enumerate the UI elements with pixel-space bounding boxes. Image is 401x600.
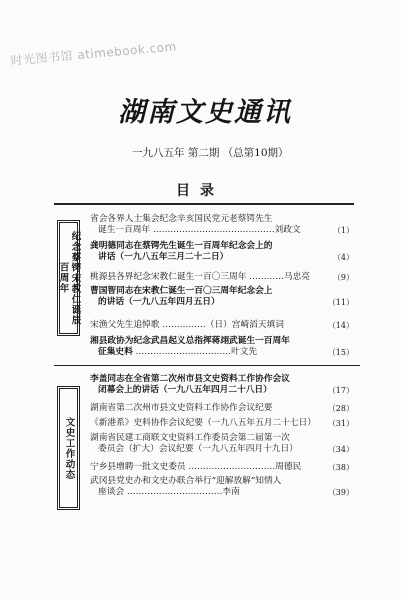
toc-rule: [54, 203, 354, 205]
toc-entry[interactable]: [90, 320, 354, 331]
entry-title-line: 座谈会: [98, 487, 125, 497]
entry-title-line: 讲话（一九八五年三月二十二日）: [98, 252, 229, 262]
entry-page: （14）: [327, 321, 354, 330]
entry-title-line: 湖南省第二次州市县文史资料工作协作会议纪要: [90, 403, 273, 413]
entry-title-line: 武冈县党史办和文史办联合举行“迎解放解”知情人: [90, 476, 282, 486]
entry-author: ……………………………叶文先: [135, 347, 258, 357]
entry-title-line: 《新港系》史料协作会议纪要（一九八五年五月二十七日）: [90, 418, 316, 428]
entry-page: （1）: [332, 226, 354, 235]
section-divider: [54, 365, 360, 366]
entry-page: （4）: [332, 253, 354, 262]
entry-title-line: 桃源县各界纪念宋教仁诞生一百〇三周年: [90, 272, 247, 282]
entry-author: ……………………………………刘政文: [152, 225, 301, 235]
entry-title-line: 闭幕会上的讲话（一九八五年四月二十八日）: [98, 385, 272, 395]
entry-page: （9）: [332, 273, 354, 282]
entry-title-line: 龚明德同志在蔡锷先生诞生一百周年纪念会上的: [90, 241, 273, 251]
entry-page: （39）: [327, 488, 354, 497]
watermark-text: 时光图书馆 atimebook.com: [10, 39, 178, 68]
entry-page: （28）: [327, 404, 354, 413]
toc-heading: 目录: [176, 183, 224, 199]
entry-author: ……………（日）宫崎滔天填词: [162, 320, 284, 330]
entry-page: （17）: [327, 386, 354, 395]
entry-title-line: 宁乡县增聘一批文史委员: [90, 462, 186, 472]
toc-entry[interactable]: [90, 286, 354, 308]
toc-entry[interactable]: [90, 214, 354, 236]
entry-title-line: 征集史料: [98, 347, 133, 357]
toc-entry[interactable]: [90, 374, 354, 396]
entry-title-line: 的讲话（一九八五年四月五日）: [98, 297, 220, 307]
entry-page: （11）: [327, 298, 354, 307]
entry-page: （34）: [327, 445, 354, 454]
entry-page: （38）: [327, 463, 354, 472]
entry-author: ……………………………李南: [126, 487, 240, 497]
entry-title-line: 曹国智同志在宋教仁诞生一百〇三周年纪念会上: [90, 286, 273, 296]
toc-entry[interactable]: [90, 462, 354, 473]
section-label-news: 文史工作动态: [59, 388, 78, 508]
entry-author: …………………………周德民: [188, 462, 302, 472]
entry-title-line: 李盖同志在全省第二次州市县文史资料工作协作会议: [90, 374, 290, 384]
section-label-commemoration: 纪念蔡锷宋教仁诞辰百周年: [59, 222, 78, 334]
toc-entry[interactable]: [90, 336, 354, 358]
entry-title-line: 宋渔父先生追悼歌: [90, 320, 160, 330]
toc-entry[interactable]: [90, 418, 354, 429]
journal-title: 湖南文史通讯: [118, 97, 292, 128]
toc-entry[interactable]: [90, 272, 354, 283]
entry-page: （15）: [327, 348, 354, 357]
entry-title-line: 湖南省民建工商联文史资料工作委员会第二届第一次: [90, 433, 290, 443]
toc-entry[interactable]: [90, 433, 354, 455]
entry-title-line: 诞生一百周年: [98, 225, 151, 235]
entry-title-line: 省会各界人士集会纪念辛亥国民党元老蔡锷先生: [90, 214, 273, 224]
toc-entry[interactable]: [90, 403, 354, 414]
issue-line: 一九八五年 第二期 （总第10期）: [132, 147, 289, 159]
entry-title-line: 委员会（扩大）会议纪要（一九八五年四月十九日）: [98, 444, 298, 454]
toc-entry[interactable]: [90, 476, 354, 498]
entry-page: （31）: [327, 419, 354, 428]
entry-author: …………马忠亮: [249, 272, 310, 282]
entry-title-line: 湘县政协为纪念武昌起义总指挥蒋翊武诞生一百周年: [90, 336, 290, 346]
toc-entry[interactable]: [90, 241, 354, 263]
